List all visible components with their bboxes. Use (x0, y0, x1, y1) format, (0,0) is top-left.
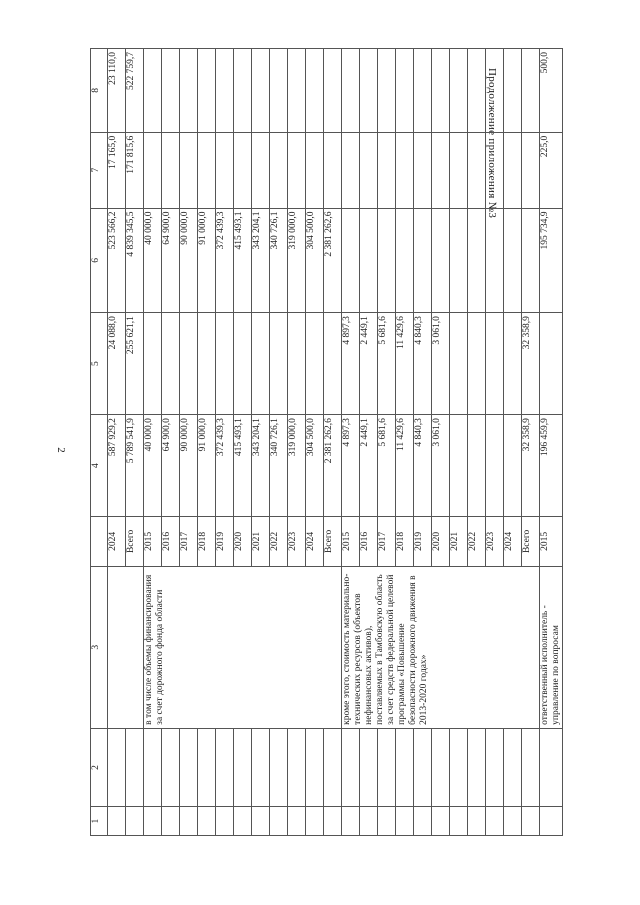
cell-federal (144, 313, 162, 415)
cell-col2 (288, 728, 306, 806)
cell-other: 500,0 (540, 49, 563, 133)
cell-other (342, 49, 360, 133)
cell-col1 (486, 807, 504, 836)
cell-col2 (198, 728, 216, 806)
cell-col2 (270, 728, 288, 806)
cell-total: 90 000,0 (180, 415, 198, 517)
cell-year: 2017 (378, 517, 396, 567)
cell-col2 (522, 728, 540, 806)
cell-other (306, 49, 324, 133)
cell-col2 (162, 728, 180, 806)
table-row (540, 49, 563, 836)
cell-year: 2024 (108, 517, 126, 567)
cell-federal (252, 313, 270, 415)
cell-regional: 90 000,0 (180, 208, 198, 313)
cell-col1 (198, 807, 216, 836)
cell-regional: 64 900,0 (162, 208, 180, 313)
cell-col2 (126, 728, 144, 806)
cell-col1 (468, 807, 486, 836)
cell-col2 (234, 728, 252, 806)
cell-total: 4 897,3 (342, 415, 360, 517)
column-number-row (91, 49, 108, 836)
cell-year: 2016 (360, 517, 378, 567)
cell-total (468, 415, 486, 517)
cell-other (522, 49, 540, 133)
cell-total (486, 415, 504, 517)
cell-regional: 372 439,3 (216, 208, 234, 313)
cell-other (270, 49, 288, 133)
cell-total: 196 459,9 (540, 415, 563, 517)
cell-regional: 523 566,2 (108, 208, 126, 313)
col-number: 1 (91, 807, 108, 836)
cell-local: 225,0 (540, 132, 563, 208)
cell-regional (342, 208, 360, 313)
cell-col2 (450, 728, 468, 806)
cell-other (216, 49, 234, 133)
cell-local (432, 132, 450, 208)
cell-col2 (432, 728, 450, 806)
cell-total: 32 358,9 (522, 415, 540, 517)
cell-total: 340 726,1 (270, 415, 288, 517)
cell-federal: 11 429,6 (396, 313, 414, 415)
cell-col1 (378, 807, 396, 836)
table-row (144, 49, 162, 836)
cell-other (450, 49, 468, 133)
cell-col1 (180, 807, 198, 836)
cell-regional: 2 381 262,6 (324, 208, 342, 313)
cell-regional (522, 208, 540, 313)
cell-federal (216, 313, 234, 415)
cell-col2 (414, 728, 432, 806)
cell-total: 343 204,1 (252, 415, 270, 517)
cell-col1 (108, 807, 126, 836)
cell-total: 319 000,0 (288, 415, 306, 517)
cell-col2 (108, 728, 126, 806)
cell-federal (270, 313, 288, 415)
cell-federal: 4 840,3 (414, 313, 432, 415)
cell-col1 (396, 807, 414, 836)
cell-regional (378, 208, 396, 313)
cell-year: 2019 (216, 517, 234, 567)
cell-other: 23 110,0 (108, 49, 126, 133)
cell-col1 (288, 807, 306, 836)
cell-other (180, 49, 198, 133)
cell-col1 (342, 807, 360, 836)
cell-federal (180, 313, 198, 415)
cell-year: 2016 (162, 517, 180, 567)
cell-year: 2021 (252, 517, 270, 567)
cell-federal: 2 449,1 (360, 313, 378, 415)
cell-other (288, 49, 306, 133)
cell-total: 304 500,0 (306, 415, 324, 517)
cell-regional: 91 000,0 (198, 208, 216, 313)
cell-federal: 24 088,0 (108, 313, 126, 415)
cell-total (504, 415, 522, 517)
cell-other (198, 49, 216, 133)
table-row (108, 49, 126, 836)
cell-total (450, 415, 468, 517)
continuation-header: Продолжение приложения №3 (486, 68, 498, 219)
cell-col1 (270, 807, 288, 836)
cell-regional: 4 839 345,5 (126, 208, 144, 313)
cell-local (270, 132, 288, 208)
cell-year: 2015 (144, 517, 162, 567)
cell-local (522, 132, 540, 208)
cell-col2 (144, 728, 162, 806)
cell-regional (468, 208, 486, 313)
cell-total: 91 000,0 (198, 415, 216, 517)
cell-col2 (504, 728, 522, 806)
cell-col2 (216, 728, 234, 806)
cell-col2 (342, 728, 360, 806)
cell-col2 (396, 728, 414, 806)
cell-other (468, 49, 486, 133)
cell-federal: 3 061,0 (432, 313, 450, 415)
cell-regional (432, 208, 450, 313)
cell-local (468, 132, 486, 208)
page-number: 2 (54, 447, 67, 453)
cell-total: 2 381 262,6 (324, 415, 342, 517)
cell-local (198, 132, 216, 208)
cell-federal: 32 358,9 (522, 313, 540, 415)
cell-year: 2024 (306, 517, 324, 567)
cell-other (432, 49, 450, 133)
cell-federal: 4 897,3 (342, 313, 360, 415)
cell-other: 522 759,7 (126, 49, 144, 133)
cell-local: 171 815,6 (126, 132, 144, 208)
cell-total: 5 789 541,9 (126, 415, 144, 517)
cell-federal (468, 313, 486, 415)
cell-year: Всего (522, 517, 540, 567)
cell-other (234, 49, 252, 133)
cell-other (396, 49, 414, 133)
cell-total: 40 000,0 (144, 415, 162, 517)
cell-regional: 340 726,1 (270, 208, 288, 313)
cell-local (324, 132, 342, 208)
cell-year: 2023 (486, 517, 504, 567)
col-number: 8 (91, 49, 108, 133)
cell-col1 (144, 807, 162, 836)
cell-other (360, 49, 378, 133)
cell-col1 (324, 807, 342, 836)
cell-regional (414, 208, 432, 313)
cell-regional (486, 208, 504, 313)
cell-col2 (360, 728, 378, 806)
cell-col1 (450, 807, 468, 836)
table-row (342, 49, 360, 836)
cell-federal (288, 313, 306, 415)
cell-regional: 319 000,0 (288, 208, 306, 313)
cell-local (450, 132, 468, 208)
cell-local (396, 132, 414, 208)
cell-other (486, 49, 504, 133)
cell-year: Всего (126, 517, 144, 567)
cell-year: 2022 (270, 517, 288, 567)
cell-regional: 304 500,0 (306, 208, 324, 313)
cell-total: 4 840,3 (414, 415, 432, 517)
cell-col2 (180, 728, 198, 806)
cell-federal (486, 313, 504, 415)
cell-local (342, 132, 360, 208)
cell-other (324, 49, 342, 133)
cell-year: 2019 (414, 517, 432, 567)
cell-federal (234, 313, 252, 415)
col-number: 6 (91, 208, 108, 313)
cell-col1 (504, 807, 522, 836)
cell-year: 2015 (342, 517, 360, 567)
cell-regional (450, 208, 468, 313)
cell-col1 (414, 807, 432, 836)
cell-year: 2018 (198, 517, 216, 567)
row-label: кроме этого, стоимость материально-технических ресурсов (объектов нефинансовых активов), поставляемых в Тамбовскую область за счет средств федеральной целевой программы «Повышение безопасности дорожного движения в 2013-2020 годах» (342, 566, 540, 728)
cell-local (486, 132, 504, 208)
cell-col2 (378, 728, 396, 806)
col-number: 4 (91, 415, 108, 517)
col-number: 5 (91, 313, 108, 415)
cell-regional (396, 208, 414, 313)
cell-year: 2018 (396, 517, 414, 567)
cell-col2 (468, 728, 486, 806)
cell-col2 (324, 728, 342, 806)
col-number: 7 (91, 132, 108, 208)
cell-federal (306, 313, 324, 415)
cell-col2 (540, 728, 563, 806)
cell-col2 (306, 728, 324, 806)
cell-regional (504, 208, 522, 313)
cell-local (180, 132, 198, 208)
cell-federal: 5 681,6 (378, 313, 396, 415)
row-label: ответственный исполнитель - управление по вопросам (540, 566, 563, 728)
funding-table (90, 48, 563, 836)
cell-federal (162, 313, 180, 415)
cell-col1 (126, 807, 144, 836)
cell-col1 (252, 807, 270, 836)
cell-year: 2020 (234, 517, 252, 567)
cell-total: 64 900,0 (162, 415, 180, 517)
cell-local (144, 132, 162, 208)
cell-total: 372 439,3 (216, 415, 234, 517)
cell-total: 2 449,1 (360, 415, 378, 517)
cell-col1 (234, 807, 252, 836)
rotated-table-container (90, 48, 561, 836)
cell-col1 (540, 807, 563, 836)
cell-year: 2017 (180, 517, 198, 567)
cell-local (216, 132, 234, 208)
cell-col1 (216, 807, 234, 836)
cell-year: 2022 (468, 517, 486, 567)
cell-local: 17 165,0 (108, 132, 126, 208)
cell-regional: 40 000,0 (144, 208, 162, 313)
cell-col1 (432, 807, 450, 836)
cell-regional: 343 204,1 (252, 208, 270, 313)
cell-year: 2015 (540, 517, 563, 567)
cell-other (162, 49, 180, 133)
cell-local (360, 132, 378, 208)
cell-total: 587 929,2 (108, 415, 126, 517)
cell-federal (324, 313, 342, 415)
cell-federal (198, 313, 216, 415)
cell-col1 (360, 807, 378, 836)
cell-total: 11 429,6 (396, 415, 414, 517)
cell-col1 (162, 807, 180, 836)
cell-year: 2020 (432, 517, 450, 567)
cell-local (378, 132, 396, 208)
cell-col1 (306, 807, 324, 836)
cell-year: 2024 (504, 517, 522, 567)
cell-col2 (252, 728, 270, 806)
cell-local (414, 132, 432, 208)
cell-other (414, 49, 432, 133)
cell-total: 3 061,0 (432, 415, 450, 517)
cell-local (234, 132, 252, 208)
cell-local (288, 132, 306, 208)
cell-federal (540, 313, 563, 415)
cell-local (162, 132, 180, 208)
cell-other (144, 49, 162, 133)
cell-other (378, 49, 396, 133)
cell-local (306, 132, 324, 208)
cell-local (252, 132, 270, 208)
cell-other (504, 49, 522, 133)
cell-col2 (486, 728, 504, 806)
cell-year: 2023 (288, 517, 306, 567)
col-number: 2 (91, 728, 108, 806)
cell-total: 415 493,1 (234, 415, 252, 517)
cell-regional: 415 493,1 (234, 208, 252, 313)
cell-total: 5 681,6 (378, 415, 396, 517)
cell-federal: 255 621,1 (126, 313, 144, 415)
cell-other (252, 49, 270, 133)
cell-year: 2021 (450, 517, 468, 567)
cell-federal (504, 313, 522, 415)
col-number (91, 517, 108, 567)
cell-federal (450, 313, 468, 415)
cell-regional: 195 734,9 (540, 208, 563, 313)
row-label (108, 566, 144, 728)
cell-col1 (522, 807, 540, 836)
row-label: в том числе объемы финансирования за счет дорожного фонда области (144, 566, 342, 728)
cell-year: Всего (324, 517, 342, 567)
cell-local (504, 132, 522, 208)
cell-regional (360, 208, 378, 313)
col-number: 3 (91, 566, 108, 728)
